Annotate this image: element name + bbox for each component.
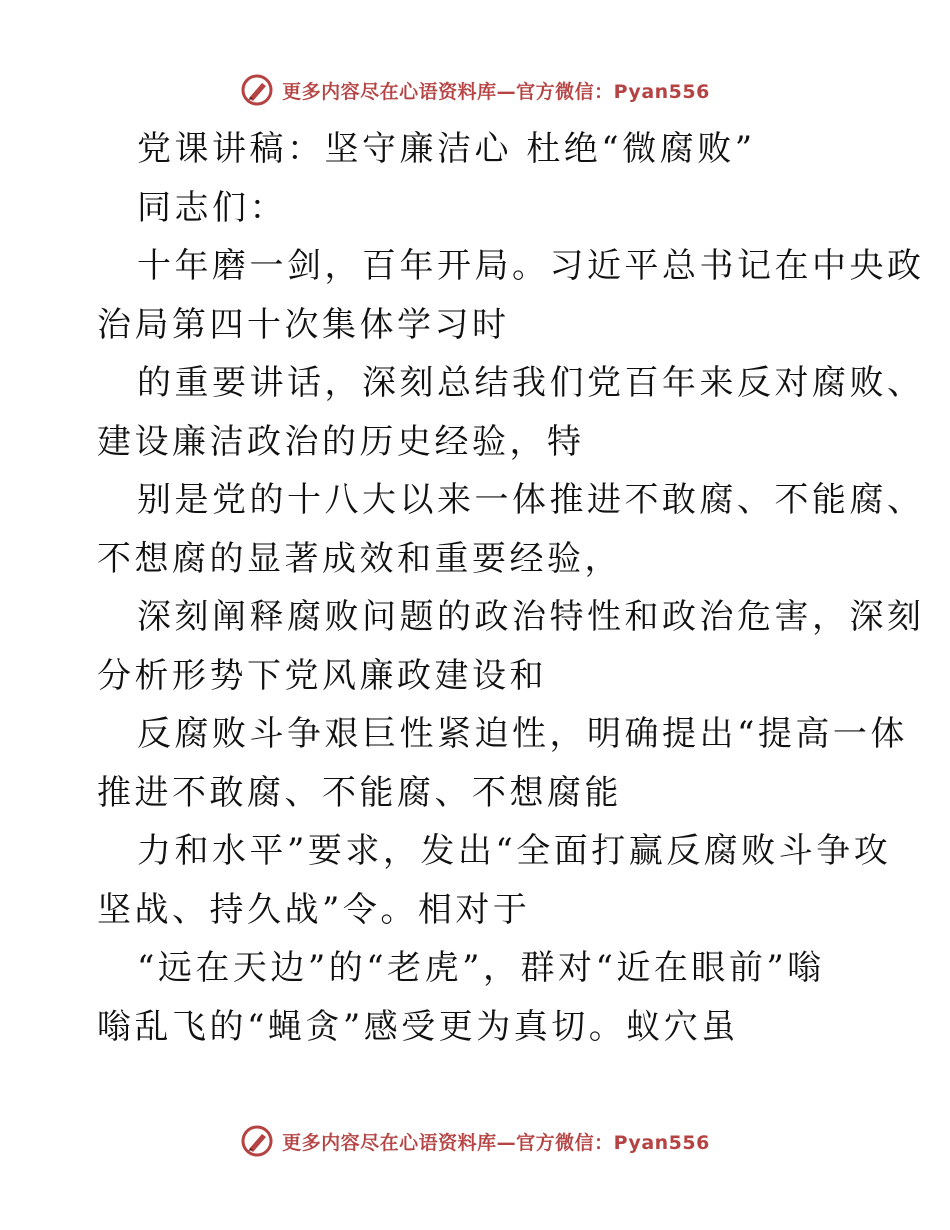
- paragraph-line: 十年磨一剑，百年开局。习近平总书记在中央政: [137, 246, 925, 286]
- document-title: 党课讲稿：坚守廉洁心 杜绝“微腐败”: [137, 129, 756, 169]
- header-watermark-text: 更多内容尽在心语资料库—官方微信：Pyan556: [282, 80, 710, 103]
- footer-watermark-text: 更多内容尽在心语资料库—官方微信：Pyan556: [282, 1131, 710, 1154]
- paragraph-line: 分析形势下党风廉政建设和: [97, 655, 547, 696]
- pen-circle-logo-icon: [240, 73, 274, 107]
- paragraph-line: 建设廉洁政治的历史经验，特: [97, 421, 585, 462]
- paragraph-line: 推进不敢腐、不能腐、不想腐能: [97, 772, 622, 813]
- pen-circle-logo-icon: [240, 1124, 274, 1158]
- paragraph-line: 深刻阐释腐败问题的政治特性和政治危害，深刻: [137, 597, 925, 637]
- paragraph-line: 嗡乱飞的“蝇贪”感受更为真切。蚁穴虽: [97, 1006, 739, 1047]
- paragraph-line: 力和水平”要求，发出“全面打赢反腐败斗争攻: [137, 831, 892, 871]
- document-body: [97, 120, 925, 1056]
- paragraph-line: 坚战、持久战”令。相对于: [97, 889, 531, 930]
- header-watermark: [0, 73, 950, 107]
- paragraph-line: “远在天边”的“老虎”，群对“近在眼前”嗡: [137, 948, 825, 988]
- paragraph-line: 反腐败斗争艰巨性紧迫性，明确提出“提高一体: [137, 714, 908, 754]
- salutation: 同志们：: [137, 187, 287, 228]
- paragraph-line: 不想腐的显著成效和重要经验，: [97, 538, 622, 579]
- paragraph-line: 的重要讲话，深刻总结我们党百年来反对腐败、: [137, 363, 925, 403]
- footer-watermark: [0, 1124, 950, 1158]
- paragraph-line: 治局第四十次集体学习时: [97, 304, 510, 345]
- paragraph-line: 别是党的十八大以来一体推进不敢腐、不能腐、: [137, 480, 925, 520]
